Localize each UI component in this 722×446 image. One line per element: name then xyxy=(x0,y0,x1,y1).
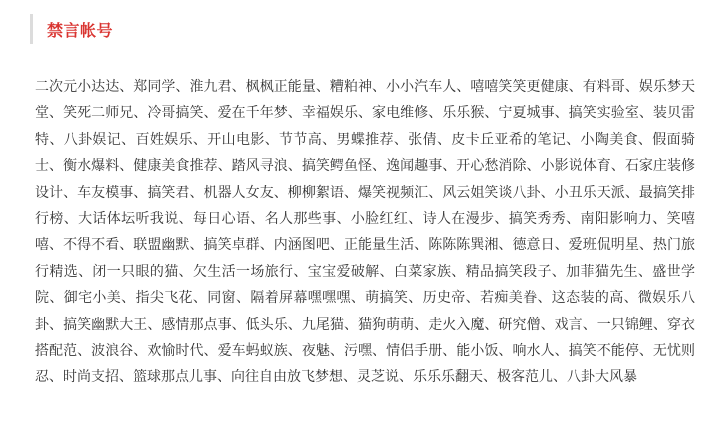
section-title: 禁言帐号 xyxy=(47,20,114,40)
header-accent-bar xyxy=(30,14,33,44)
section-header xyxy=(30,14,113,44)
banned-accounts-list: 二次元小达达、郑同学、淮九君、枫枫正能量、糟粕神、小小汽车人、嘻嘻笑笑更健康、有料哥、娱乐梦天堂、笑死二师兄、冷哥搞笑、爱在千年梦、幸福娱乐、家电维修、乐乐猴、宁夏城事、搞笑实验室、装贝雷特、八卦娱记、百姓娱乐、开山电影、节节高、男蝶推荐、张倩、皮卡丘亚希的笔记、小陶美食、假面骑士、衡水爆料、健康美食推荐、踏风寻浪、搞笑鳄鱼怪、逸闻趣事、开心愁消除、小影说体育、石家庄装修设计、车友模事、搞笑君、机器人女友、柳柳絮语、爆笑视频汇、风云姐笑谈八卦、小丑乐天派、最搞笑排行榜、大话体坛听我说、每日心语、名人那些事、小脸红红、诗人在漫步、搞笑秀秀、南阳影响力、笑嘻嘻、不得不看、联盟幽默、搞笑卓群、内涵图吧、正能量生活、陈陈陈巽湘、德意日、爱班侃明星、热门旅行精选、闭一只眼的猫、欠生活一场旅行、宝宝爱破解、白菜家族、精品搞笑段子、加菲猫先生、盛世学院、御宅小美、指尖飞花、同窗、隔着屏幕嘿嘿嘿、萌搞笑、历史帝、若痴美眷、这态装的高、微娱乐八卦、搞笑幽默大王、感情那点事、低头乐、九尾猫、猫狗萌萌、走火入魔、研究僧、戏言、一只锦鲤、穿衣搭配范、波浪谷、欢愉时代、爱车蚂蚁族、夜魅、污嘿、情侣手册、能小饭、响水人、搞笑不能停、无忧则忍、时尚支招、篮球那点儿事、向往自由放飞梦想、灵芝说、乐乐乐翻天、极客范儿、八卦大风暴 xyxy=(35,79,695,386)
